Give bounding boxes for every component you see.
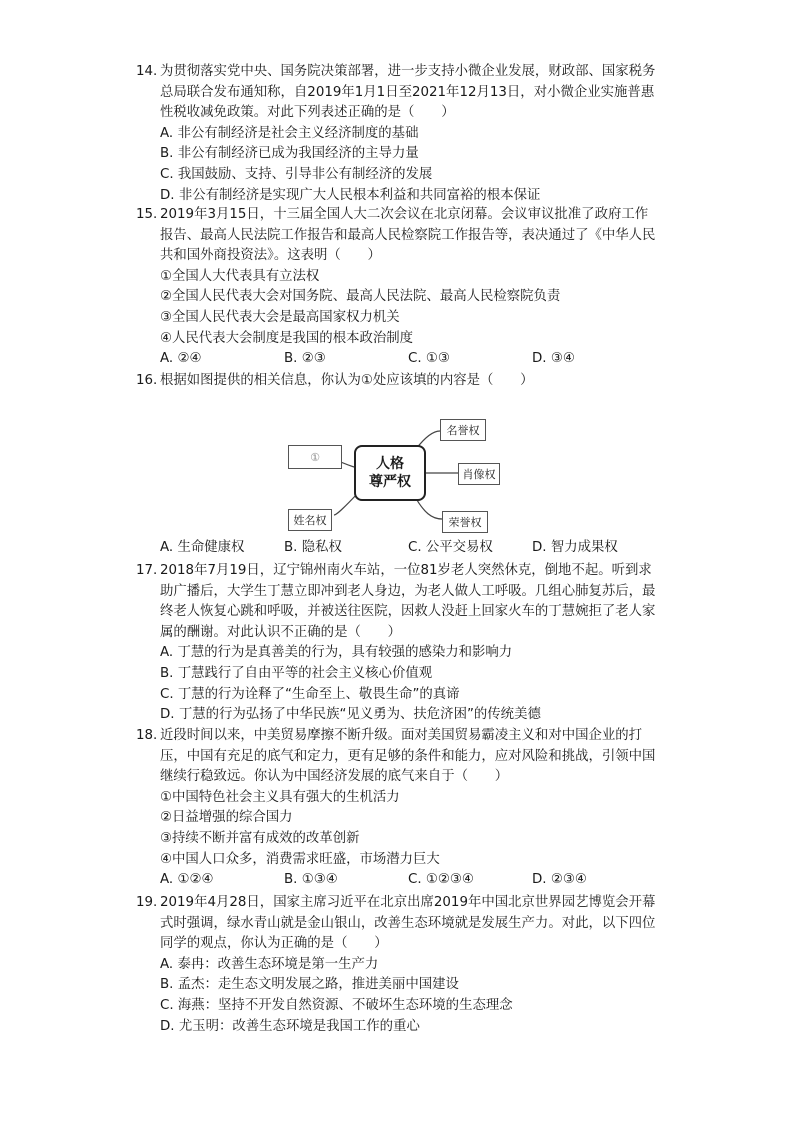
option-a[interactable]: A. ②④ (160, 351, 202, 367)
name-right-box (288, 509, 332, 531)
option-b[interactable]: B. ②③ (284, 351, 326, 367)
mind-map-figure (286, 411, 498, 535)
blank-label: ① (310, 450, 320, 464)
choice-row (136, 538, 656, 559)
question-text: 为贯彻落实党中央、国务院决策部署，进一步支持小微企业发展，财政部、国家税务总局联合发布通知称，自2019年1月1日至2021年12月13日，对小微企业实施普惠性税收减免政策。对此下列表述正确的是（ ） (160, 64, 656, 121)
option-c[interactable]: C. ①②③④ (408, 872, 474, 888)
option-d[interactable]: D. 丁慧的行为弘扬了中华民族“见义勇为、扶危济困”的传统美德 (160, 707, 541, 723)
option-a[interactable]: A. 丁慧的行为是真善美的行为，具有较强的感染力和影响力 (160, 645, 513, 661)
option-c[interactable]: C. ①③ (408, 351, 450, 367)
question-stem (136, 371, 656, 392)
question-text: 2019年4月28日，国家主席习近平在北京出席2019年中国北京世界园艺博览会开幕式时强调，绿水青山就是金山银山，改善生态环境就是发展生产力。对此，以下四位同学的观点，你认为正确的是（ ） (160, 895, 656, 952)
option-d[interactable]: D. ③④ (532, 351, 575, 367)
question-16 (136, 371, 656, 392)
question-text: 2019年3月15日，十三届全国人大二次会议在北京闭幕。会议审议批准了政府工作报告、最高人民法院工作报告和最高人民检察院工作报告等，表决通过了《中华人民共和国外商投资法》。这表明（ ） (160, 207, 656, 264)
portrait-box (458, 463, 500, 485)
question-19 (136, 893, 656, 1037)
option-d[interactable]: D. 尤玉明：改善生态环境是我国工作的重心 (160, 1018, 420, 1034)
question-number: 17. (136, 563, 158, 578)
statement-1: ①中国特色社会主义具有强大的生机活力 (160, 789, 400, 805)
center-node (354, 445, 426, 501)
question-text: 根据如图提供的相关信息，你认为①处应该填的内容是（ ） (160, 373, 534, 388)
statement-1: ①全国人大代表具有立法权 (160, 268, 320, 284)
option-a[interactable]: A. ①②④ (160, 872, 214, 888)
statement-4: ④人民代表大会制度是我国的根本政治制度 (160, 330, 414, 346)
option-b[interactable]: B. 隐私权 (284, 540, 342, 555)
statement-3: ③全国人民代表大会是最高国家权力机关 (160, 309, 400, 325)
option-a[interactable]: A. 泰冉：改善生态环境是第一生产力 (160, 956, 379, 972)
blank-box (288, 445, 342, 469)
question-text: 近段时间以来，中美贸易摩擦不断升级。面对美国贸易霸凌主义和对中国企业的打压，中国有充足的底气和定力，更有足够的条件和能力，应对风险和挑战，引领中国继续行稳致远。你认为中国经济发展的底气来自于（ ） (160, 728, 656, 785)
question-stem (136, 205, 656, 267)
statement-2: ②日益增强的综合国力 (160, 810, 293, 826)
honor-box (442, 511, 488, 533)
option-c[interactable]: C. 我国鼓励、支持、引导非公有制经济的发展 (160, 166, 433, 182)
reputation-box (440, 419, 486, 441)
statement-2: ②全国人民代表大会对国务院、最高人民法院、最高人民检察院负责 (160, 289, 561, 305)
option-a[interactable]: A. 非公有制经济是社会主义经济制度的基础 (160, 125, 419, 141)
question-stem (136, 893, 656, 955)
option-d[interactable]: D. ②③④ (532, 872, 587, 888)
question-number: 18. (136, 728, 158, 743)
question-16-choices (136, 538, 656, 559)
question-number: 19. (136, 895, 158, 910)
option-b[interactable]: B. 非公有制经济已成为我国经济的主导力量 (160, 146, 419, 162)
question-17 (136, 561, 656, 726)
center-line-2: 尊严权 (369, 474, 411, 490)
choice-row (136, 349, 656, 370)
option-c[interactable]: C. 海燕：坚持不开发自然资源、不破坏生态环境的生态理念 (160, 997, 513, 1013)
question-15 (136, 205, 656, 370)
statement-4: ④中国人口众多，消费需求旺盛，市场潜力巨大 (160, 851, 440, 867)
question-stem (136, 62, 656, 124)
question-number: 15. (136, 207, 158, 222)
portrait-label: 肖像权 (462, 468, 496, 481)
honor-label: 荣誉权 (448, 516, 482, 529)
question-stem (136, 561, 656, 643)
choice-row (136, 870, 656, 891)
reputation-label: 名誉权 (446, 424, 480, 437)
option-b[interactable]: B. 丁慧践行了自由平等的社会主义核心价值观 (160, 665, 433, 681)
center-line-1: 人格 (376, 456, 404, 472)
question-text: 2018年7月19日，辽宁锦州南火车站，一位81岁老人突然休克，倒地不起。听到求助广播后，大学生丁慧立即冲到老人身边，为老人做人工呼吸。几组心肺复苏后，最终老人恢复心跳和呼吸，并被送往医院，因救人没赶上回家火车的丁慧婉拒了老人家属的酬谢。对此认识不正确的是（ ） (160, 563, 656, 640)
option-d[interactable]: D. 非公有制经济是实现广大人民根本利益和共同富裕的根本保证 (160, 187, 541, 203)
option-b[interactable]: B. ①③④ (284, 872, 338, 888)
question-number: 16. (136, 373, 158, 388)
option-a[interactable]: A. 生命健康权 (160, 540, 245, 555)
option-c[interactable]: C. 公平交易权 (408, 540, 493, 555)
option-d[interactable]: D. 智力成果权 (532, 540, 618, 555)
name-right-label: 姓名权 (293, 514, 327, 527)
question-18 (136, 726, 656, 891)
option-b[interactable]: B. 孟杰：走生态文明发展之路，推进美丽中国建设 (160, 977, 459, 993)
question-number: 14. (136, 64, 158, 79)
statement-3: ③持续不断并富有成效的改革创新 (160, 830, 360, 846)
option-c[interactable]: C. 丁慧的行为诠释了“生命至上、敬畏生命”的真谛 (160, 686, 460, 702)
question-14 (136, 62, 656, 206)
question-stem (136, 726, 656, 788)
